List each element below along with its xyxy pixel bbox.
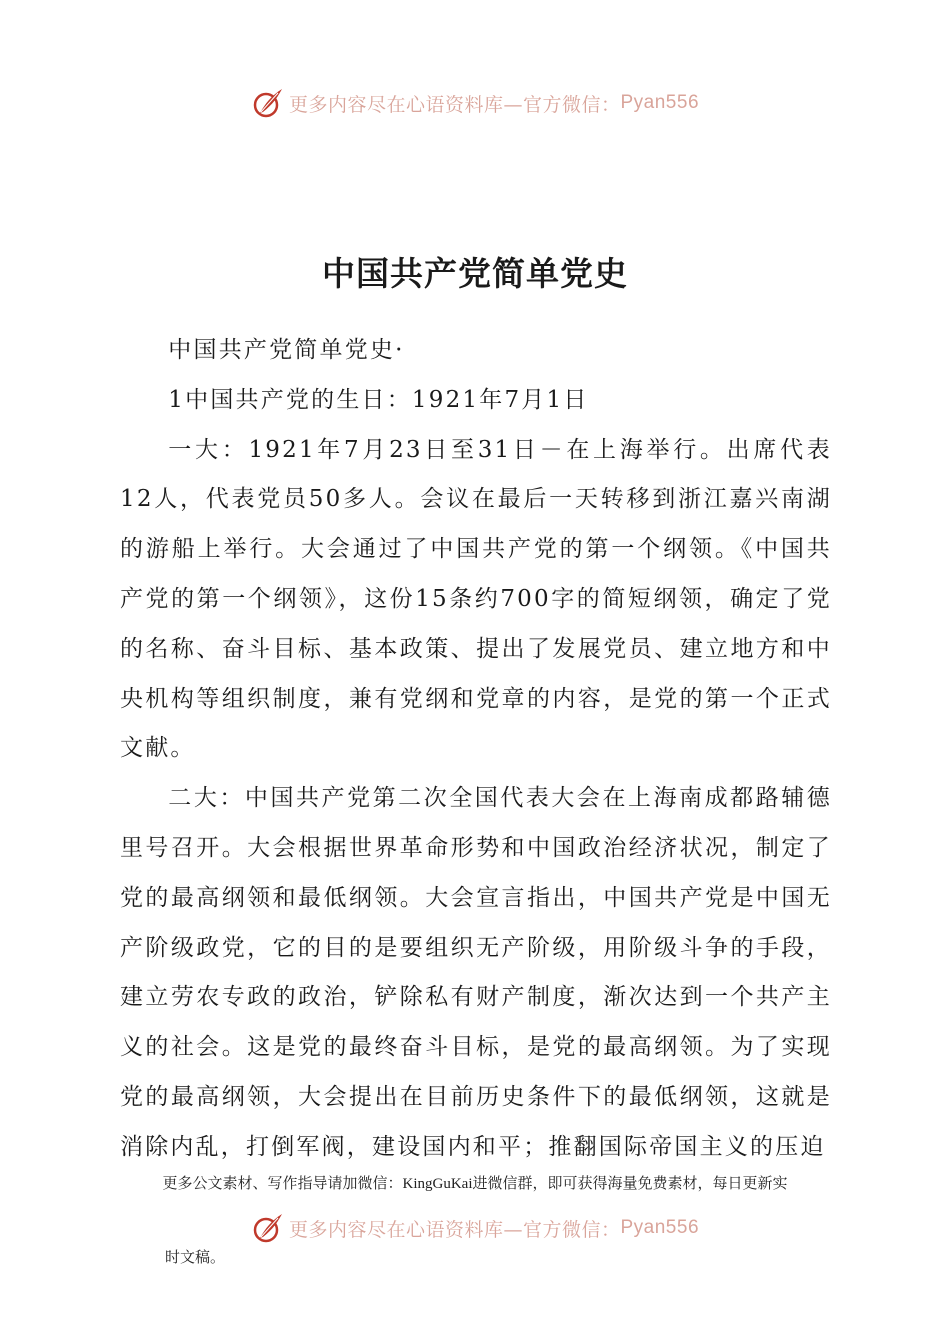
feather-logo-icon [251,86,285,120]
paragraph-subtitle: 中国共产党简单党史· [168,337,405,363]
paragraph-second-congress: 二大：中国共产党第二次全国代表大会在上海南成都路辅德里号召开。大会根据世界革命形势和中国政治经济状况，制定了党的最高纲领和最低纲领。大会宣言指出，中国共产党是中国无产阶级政党，它的目的是要组织无产阶级，用阶级斗争的手段，建立劳农专政的政治，铲除私有财产制度，渐次达到一个共产主义的社会。这是党的最终奋斗目标，是党的最高纲领。为了实现党的最高纲领，大会提出在目前历史条件下的最低纲领，这就是消除内乱，打倒军阀，建设国内和平；推翻国际帝国主义的压迫 [120,785,832,1160]
footer-watermark [0,1208,950,1248]
footer-note: 更多公文素材、写作指导请加微信：KingGuKai进微信群，即可获得海量免费素材，每日更新实 [162,1176,788,1192]
watermark-text: 更多内容尽在心语资料库—官方微信： [288,93,621,116]
footer-note-continuation: 时文稿。 [165,1248,226,1266]
paragraph-birthday: 1中国共产党的生日：1921年7月1日 [168,386,589,413]
watermark-account: Pyan556 [620,1217,700,1238]
watermark-text: 更多内容尽在心语资料库—官方微信： [288,1218,621,1241]
document-body [120,326,832,1173]
watermark-account: Pyan556 [620,92,700,113]
paragraph-first-congress: 一大：1921年7月23日至31日－在上海举行。出席代表12人，代表党员50多人。会议在最后一天转移到浙江嘉兴南湖的游船上举行。大会通过了中国共产党的第一个纲领。《中国共产党的第一个纲领》，这份15条约700字的简短纲领，确定了党的名称、奋斗目标、基本政策、提出了发展党员、建立地方和中央机构等组织制度，兼有党纲和党章的内容，是党的第一个正式文献。 [120,436,832,762]
document-title: 中国共产党简单党史 [322,254,628,293]
header-watermark [0,83,950,123]
feather-logo-icon [251,1211,285,1245]
